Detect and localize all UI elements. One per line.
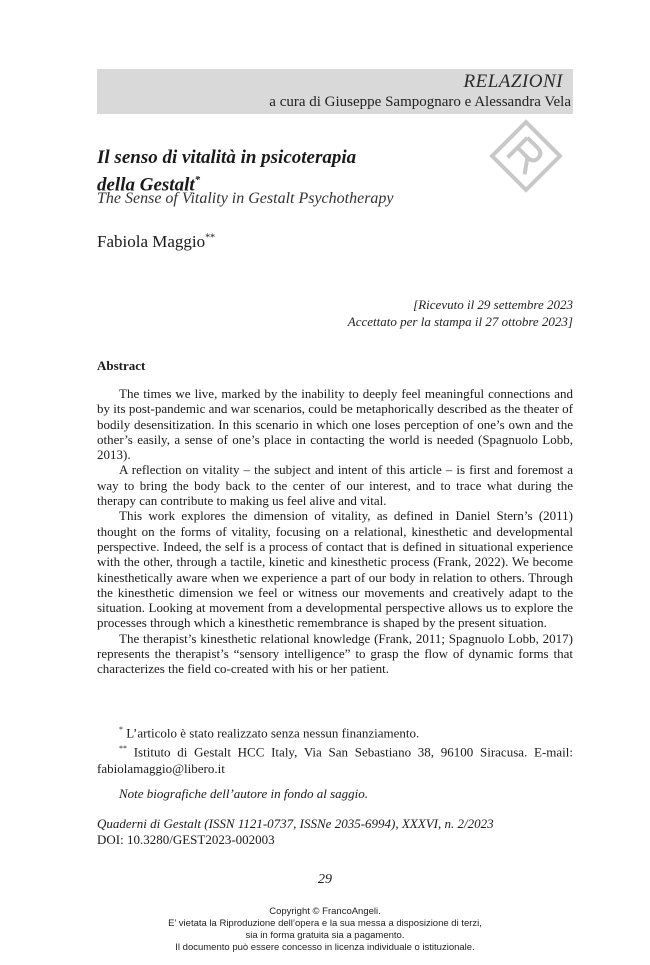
footnotes xyxy=(97,722,573,777)
copyright-line: E’ vietata la Riproduzione dell’opera e la sua messa a disposizione di terzi, xyxy=(168,918,482,929)
abstract-paragraph: This work explores the dimension of vitality, as defined in Daniel Stern’s (2011) thought on the forms of vitality, focusing on a relational, kinesthetic and developmental perspective. Indeed, the self is a process of contact that is defined in situational experience with the other, through a tactile, kinetic and kinesthetic process (Frank, 2022). We become kinesthetically aware when we experience a part of our body in relation to others. Through the kinesthetic dimension we feel or witness our movements and creatively adapt to the situation. Looking at movement from a developmental perspective allows us to explore the processes through which a kinesthetic remembrance is shaped by the present situation. xyxy=(97,508,573,631)
footnote-mark: * xyxy=(119,725,123,734)
journal-citation: Quaderni di Gestalt (ISSN 1121-0737, ISSNe 2035-6994), XXXVI, n. 2/2023 xyxy=(97,816,494,831)
title-footnote-mark: * xyxy=(194,174,201,186)
title-line-1: Il senso di vitalità in psicoterapia xyxy=(97,147,357,168)
copyright-line: sia in forma gratuita sia a pagamento. xyxy=(245,930,405,941)
footnote-text: Istituto di Gestalt HCC Italy, Via San Sebastiano 38, 96100 Siracusa. E-mail: fabiolamaggio@libero.it xyxy=(97,744,573,776)
copyright-line: Copyright © FrancoAngeli. xyxy=(269,906,381,917)
abstract-paragraph: The therapist’s kinesthetic relational knowledge (Frank, 2011; Spagnuolo Lobb, 2017) represents the therapist’s “sensory intelligence” to grasp the flow of dynamic forms that characterizes the field co-created with his or her patient. xyxy=(97,630,573,677)
abstract-paragraph: The times we live, marked by the inability to deeply feel meaningful connections and by its post-pandemic and war scenarios, could be metaphorically described as the theater of bodily desensitization. In this scenario in which one loses perception of one’s own and the other’s easily, a sense of one’s place in contacting the world is needed (Spagnuolo Lobb, 2013). xyxy=(97,386,573,463)
received-date: [Ricevuto il 29 settembre 2023 xyxy=(413,297,573,312)
article-subtitle: The Sense of Vitality in Gestalt Psychotherapy xyxy=(97,190,394,207)
title-line-2: della Gestalt xyxy=(97,174,195,196)
author-line xyxy=(97,232,215,252)
abstract-heading: Abstract xyxy=(97,358,146,373)
footnote-mark: ** xyxy=(119,744,127,754)
footnote-text: L’articolo è stato realizzato senza nessun finanziamento. xyxy=(123,725,420,741)
bio-note: Note biografiche dell’autore in fondo al saggio. xyxy=(119,786,369,801)
abstract-paragraph: A reflection on vitality – the subject and intent of this article – is first and foremost a way to bring the body back to the center of our interest, and to trace what during the therapy can contribute to making us feel alive and vital. xyxy=(97,462,573,509)
copyright-line: Il documento può essere concesso in licenza individuale o istituzionale. xyxy=(175,942,475,953)
footnote-funding xyxy=(97,722,573,741)
author-name: Fabiola Maggio xyxy=(97,232,206,251)
section-editors: a cura di Giuseppe Sampognaro e Alessandra Vela xyxy=(269,94,571,110)
doi: DOI: 10.3280/GEST2023-002003 xyxy=(97,832,275,847)
author-footnote-mark: ** xyxy=(205,232,216,244)
accepted-date: Accettato per la stampa il 27 ottobre 2023] xyxy=(347,314,573,329)
article-title xyxy=(97,146,457,196)
copyright-notice xyxy=(0,906,650,954)
journal-info xyxy=(97,816,494,848)
footnote-affiliation xyxy=(97,741,573,776)
abstract-body xyxy=(97,386,573,677)
section-header-band xyxy=(97,69,573,114)
page-number: 29 xyxy=(318,872,332,887)
submission-dates xyxy=(348,296,573,330)
journal-logo-icon xyxy=(488,118,564,194)
section-title: RELAZIONI xyxy=(463,71,563,92)
